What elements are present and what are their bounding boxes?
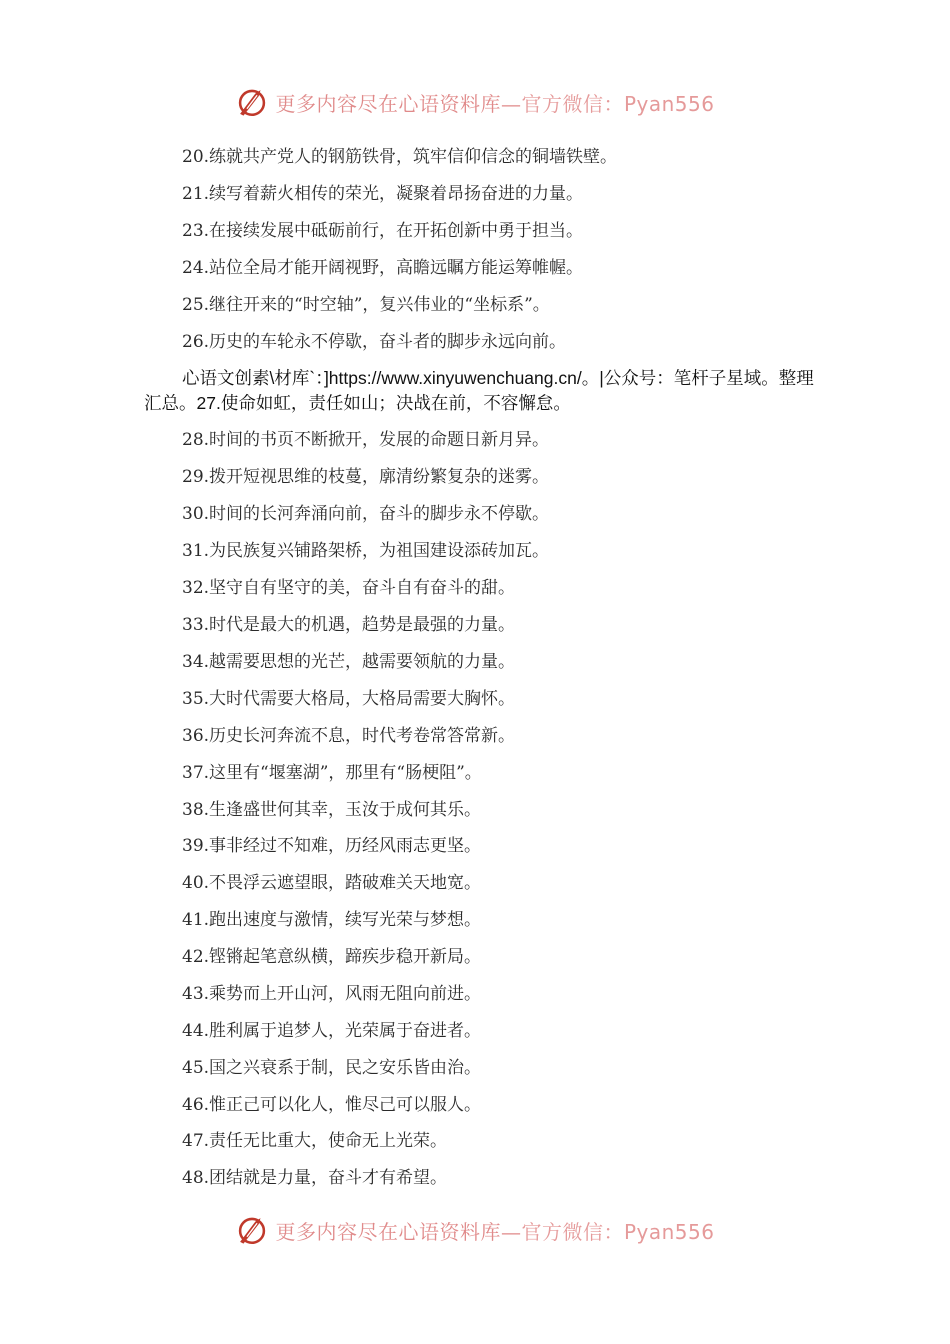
list-item: 31.为民族复兴铺路架桥，为祖国建设添砖加瓦。	[182, 541, 550, 561]
pen-nib-circle-icon	[235, 1213, 269, 1247]
list-item: 47.责任无比重大，使命无上光荣。	[182, 1131, 448, 1151]
header-banner	[0, 82, 950, 122]
list-item: 26.历史的车轮永不停歇，奋斗者的脚步永远向前。	[182, 332, 567, 352]
list-item: 21.续写着薪火相传的荣光，凝聚着昂扬奋进的力量。	[182, 184, 584, 204]
header-banner-text: 更多内容尽在心语资料库—官方微信：Pyan556	[275, 91, 715, 116]
list-item: 41.跑出速度与激情，续写光荣与梦想。	[182, 910, 482, 930]
footer-banner-text: 更多内容尽在心语资料库—官方微信：Pyan556	[275, 1219, 715, 1244]
inline-paragraph: 心语文创素\材库`：]https://www.xinyuwenchuang.cn/。|公众号：笔杆子星域。整理汇总。27.使命如虹，责任如山；决战在前，不容懈怠。	[144, 368, 814, 413]
list-item: 42.铿锵起笔意纵横，蹄疾步稳开新局。	[182, 947, 482, 967]
list-item: 32.坚守自有坚守的美，奋斗自有奋斗的甜。	[182, 578, 516, 598]
list-item: 34.越需要思想的光芒，越需要领航的力量。	[182, 652, 516, 672]
pen-nib-circle-icon	[235, 85, 269, 119]
list-item: 39.事非经过不知难，历经风雨志更坚。	[182, 836, 482, 856]
list-item: 40.不畏浮云遮望眼，踏破难关天地宽。	[182, 873, 482, 893]
list-item: 28.时间的书页不断掀开，发展的命题日新月异。	[182, 430, 550, 450]
list-item: 45.国之兴衰系于制，民之安乐皆由治。	[182, 1058, 482, 1078]
footer-banner	[0, 1210, 950, 1250]
list-item: 24.站位全局才能开阔视野，高瞻远瞩方能运筹帷幄。	[182, 258, 584, 278]
list-item: 23.在接续发展中砥砺前行，在开拓创新中勇于担当。	[182, 221, 584, 241]
list-item: 35.大时代需要大格局，大格局需要大胸怀。	[182, 689, 516, 709]
list-item: 30.时间的长河奔涌向前，奋斗的脚步永不停歇。	[182, 504, 550, 524]
list-item: 37.这里有“堰塞湖”，那里有“肠梗阻”。	[182, 763, 482, 783]
list-item: 20.练就共产党人的钢筋铁骨，筑牢信仰信念的铜墙铁壁。	[182, 147, 618, 167]
list-item: 33.时代是最大的机遇，趋势是最强的力量。	[182, 615, 516, 635]
list-item: 38.生逢盛世何其幸，玉汝于成何其乐。	[182, 800, 482, 820]
list-item: 44.胜利属于追梦人，光荣属于奋进者。	[182, 1021, 482, 1041]
list-item: 43.乘势而上开山河，风雨无阻向前进。	[182, 984, 482, 1004]
list-item: 36.历史长河奔流不息，时代考卷常答常新。	[182, 726, 516, 746]
list-item: 25.继往开来的“时空轴”，复兴伟业的“坐标系”。	[182, 295, 550, 315]
list-item: 48.团结就是力量，奋斗才有希望。	[182, 1168, 448, 1188]
list-item: 29.拨开短视思维的枝蔓，廓清纷繁复杂的迷雾。	[182, 467, 550, 487]
list-item: 46.惟正己可以化人，惟尽己可以服人。	[182, 1095, 482, 1115]
